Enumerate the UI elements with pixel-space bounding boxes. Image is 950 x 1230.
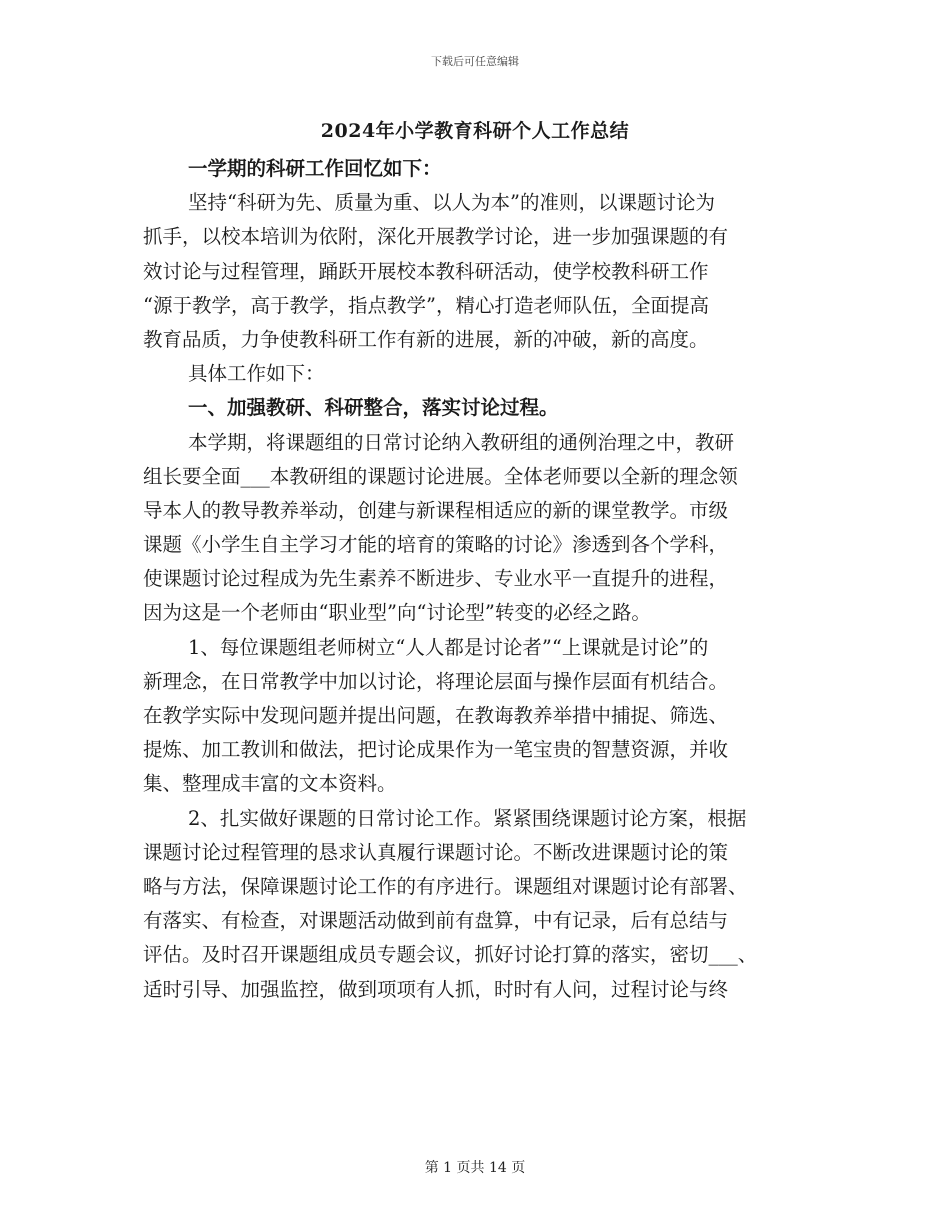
page-footer: 第 1 页共 14 页 [424,1160,526,1176]
body-line: 效讨论与过程管理，踊跃开展校本教科研活动，使学校教科研工作 [143,259,709,283]
body-line: 在教学实际中发现问题并提出问题，在教诲教养举措中捕捉、筛选、 [143,704,729,727]
body-line: 因为这是一个老师由“职业型”向“讨论型”转变的必经之路。 [143,601,651,625]
body-line: 提炼、加工教训和做法，把讨论成果作为一笔宝贵的智慧资源，并收 [143,738,729,762]
body-line: 使课题讨论过程成为先生素养不断进步、专业水平一直提升的进程， [143,567,729,591]
body-line: 具体工作如下： [188,362,325,386]
body-line: 评估。及时召开课题组成员专题会议，抓好讨论打算的落实，密切___、 [143,943,758,967]
body-line: 2、扎实做好课题的日常讨论工作。紧紧围绕课题讨论方案，根据 [188,806,747,830]
document-body [143,152,823,1007]
body-line: 教育品质，力争使教科研工作有新的进展，新的冲破，新的高度。 [143,327,709,351]
body-line: 新理念，在日常教学中加以讨论，将理论层面与操作层面有机结合。 [143,669,729,693]
body-line: 一、加强教研、科研整合，落实讨论过程。 [188,396,559,420]
body-line: 有落实、有检查，对课题活动做到前有盘算，中有记录，后有总结与 [143,909,729,933]
body-line: 略与方法，保障课题讨论工作的有序进行。课题组对课题讨论有部署、 [143,874,748,898]
body-line: 坚持“科研为先、质量为重、以人为本”的准则，以课题讨论为 [188,191,715,215]
body-line: 课题讨论过程管理的恳求认真履行课题讨论。不断改进课题讨论的策 [143,840,729,864]
document-title: 2024年小学教育科研个人工作总结 [320,120,630,142]
body-line: “源于教学，高于教学，指点教学”，精心打造老师队伍，全面提高 [143,293,709,317]
body-line: 集、整理成丰富的文本资料。 [143,772,397,796]
header-note: 下载后可任意编辑 [431,55,519,68]
body-line: 一学期的科研工作回忆如下： [188,157,442,180]
body-line: 1、每位课题组老师树立“人人都是讨论者”“上课就是讨论”的 [188,635,709,659]
body-line: 本学期，将课题组的日常讨论纳入教研组的通例治理之中，教研 [188,430,735,454]
body-line: 适时引导、加强监控，做到项项有人抓，时时有人问，过程讨论与终 [143,977,729,1001]
body-line: 组长要全面___本教研组的课题讨论进展。全体老师要以全新的理念领 [143,464,738,488]
body-line: 课题《小学生自主学习才能的培育的策略的讨论》渗透到各个学科， [143,533,729,557]
body-line: 导本人的教导教养举动，创建与新课程相适应的新的课堂教学。市级 [143,498,729,522]
body-line: 抓手，以校本培训为依附，深化开展教学讨论，进一步加强课题的有 [143,225,729,249]
